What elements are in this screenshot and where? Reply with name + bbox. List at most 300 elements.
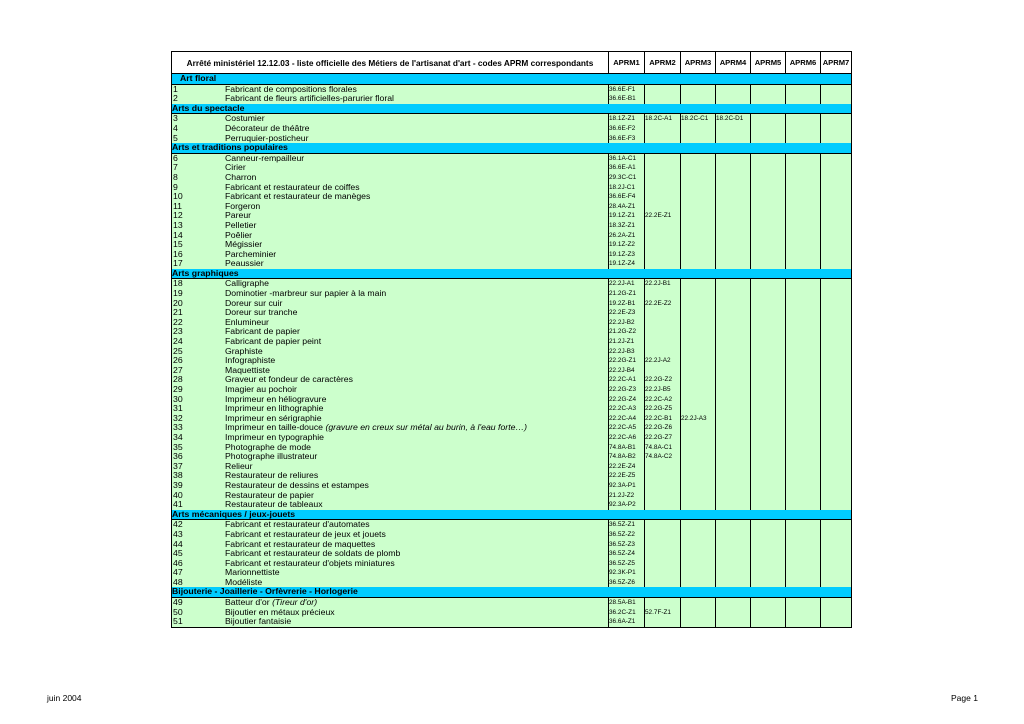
trade-name: Fabricant et restaurateur d'objets miniatures — [225, 558, 395, 568]
aprm-code-cell — [681, 395, 716, 405]
aprm-code-cell — [786, 153, 821, 163]
trade-name: Imprimeur en typographie — [225, 432, 324, 442]
aprm-code-cell — [821, 471, 852, 481]
aprm-code-cell — [681, 578, 716, 588]
trade-number: 41 — [173, 500, 183, 510]
aprm-code-cell — [681, 259, 716, 269]
aprm-code-cell — [786, 559, 821, 569]
aprm-code-cell — [751, 404, 786, 414]
trade-name: Pelletier — [225, 220, 257, 230]
trade-number: 51 — [173, 617, 183, 627]
aprm-code-cell — [821, 173, 852, 183]
aprm-code-cell — [751, 366, 786, 376]
aprm-code-cell — [751, 530, 786, 540]
trade-name: Imagier au pochoir — [225, 385, 297, 394]
aprm-code-cell — [786, 299, 821, 309]
trade-name: Bijoutier fantaisie — [225, 617, 292, 627]
aprm-code-cell — [716, 153, 751, 163]
table-row — [172, 124, 852, 134]
aprm-code-cell — [716, 211, 751, 221]
aprm-code-cell — [716, 327, 751, 337]
aprm-code-cell: 22.2C-A1 — [609, 375, 645, 385]
trade-name: Décorateur de théâtre — [225, 123, 310, 133]
aprm-code-cell — [821, 462, 852, 472]
aprm-code-cell — [751, 337, 786, 347]
aprm-code-cell — [716, 250, 751, 260]
trade-name: Parcheminier — [225, 249, 277, 259]
aprm-code-cell — [716, 462, 751, 472]
aprm-code-cell: 19.2Z-B1 — [609, 299, 645, 309]
aprm-code-cell — [751, 375, 786, 385]
table-row — [172, 385, 852, 395]
aprm-code-cell — [821, 549, 852, 559]
aprm-code-cell — [716, 259, 751, 269]
table-row — [172, 491, 852, 501]
trade-number: 12 — [173, 211, 183, 221]
trade-cell — [172, 221, 609, 231]
aprm-code-cell — [786, 549, 821, 559]
aprm-code-cell: 36.5Z-Z2 — [609, 530, 645, 540]
aprm-code-cell — [751, 173, 786, 183]
aprm-code-cell: 18.2J-C1 — [609, 183, 645, 193]
trade-cell — [172, 423, 609, 433]
footer-date: juin 2004 — [47, 693, 82, 703]
aprm-code-cell — [645, 327, 681, 337]
trade-cell — [172, 211, 609, 221]
aprm-code-cell — [786, 347, 821, 357]
trade-number: 28 — [173, 375, 183, 385]
column-header-aprm2: APRM2 — [645, 52, 681, 74]
aprm-code-cell: 74.8A-B2 — [609, 452, 645, 462]
trade-number: 3 — [173, 113, 178, 124]
trade-cell — [172, 183, 609, 193]
aprm-code-cell — [821, 608, 852, 618]
trade-cell — [172, 299, 609, 309]
trade-cell — [172, 337, 609, 347]
aprm-code-cell — [716, 308, 751, 318]
trade-name: Imprimeur en lithographie — [225, 404, 324, 414]
aprm-code-cell — [821, 375, 852, 385]
aprm-code-cell — [821, 231, 852, 241]
aprm-code-cell — [751, 192, 786, 202]
aprm-code-cell — [751, 433, 786, 443]
aprm-code-cell — [645, 231, 681, 241]
trade-name: Fabricant de fleurs artificielles-parurier floral — [225, 94, 394, 104]
aprm-code-cell: 22.2J-B5 — [645, 385, 681, 395]
aprm-code-cell — [645, 202, 681, 212]
trade-name: Fabricant et restaurateur de manèges — [225, 192, 371, 202]
aprm-code-cell — [681, 153, 716, 163]
aprm-code-cell — [821, 124, 852, 134]
aprm-code-cell — [821, 153, 852, 163]
aprm-code-cell — [786, 221, 821, 231]
aprm-code-cell — [681, 433, 716, 443]
aprm-code-cell — [716, 163, 751, 173]
aprm-code-cell — [716, 433, 751, 443]
trade-cell — [172, 500, 609, 510]
aprm-code-cell — [821, 559, 852, 569]
aprm-code-cell — [645, 221, 681, 231]
trade-number: 15 — [173, 240, 183, 250]
table-row — [172, 337, 852, 347]
aprm-code-cell: 36.2C-Z1 — [609, 608, 645, 618]
aprm-code-cell — [681, 608, 716, 618]
aprm-code-cell — [751, 471, 786, 481]
trade-name: Imprimeur en sérigraphie — [225, 413, 322, 423]
aprm-code-cell — [751, 183, 786, 193]
trade-name: Graphiste — [225, 346, 263, 356]
aprm-code-cell: 36.6E-A1 — [609, 163, 645, 173]
trade-number: 33 — [173, 423, 183, 433]
aprm-code-cell: 36.5Z-Z6 — [609, 578, 645, 588]
aprm-code-cell — [821, 433, 852, 443]
table-body — [172, 74, 852, 628]
table-row — [172, 608, 852, 618]
trade-cell — [172, 540, 609, 550]
trade-number: 13 — [173, 220, 183, 230]
category-label: Art floral — [172, 74, 852, 85]
aprm-code-cell — [821, 202, 852, 212]
aprm-code-cell — [751, 211, 786, 221]
table-row — [172, 471, 852, 481]
table-row — [172, 433, 852, 443]
trade-name: Imprimeur en héliogravure — [225, 394, 327, 404]
aprm-code-cell — [645, 163, 681, 173]
aprm-code-cell — [716, 375, 751, 385]
aprm-code-cell — [751, 202, 786, 212]
aprm-code-cell — [786, 327, 821, 337]
aprm-code-cell — [681, 356, 716, 366]
aprm-code-cell — [751, 308, 786, 318]
aprm-code-cell — [751, 153, 786, 163]
aprm-code-cell — [786, 211, 821, 221]
aprm-code-cell: 36.1A-C1 — [609, 153, 645, 163]
category-row — [172, 74, 852, 85]
trade-number: 32 — [173, 413, 183, 423]
table-row — [172, 481, 852, 491]
aprm-code-cell — [821, 114, 852, 124]
aprm-code-cell — [751, 299, 786, 309]
trade-name: Relieur — [225, 461, 253, 471]
aprm-code-cell — [751, 578, 786, 588]
trade-cell — [172, 375, 609, 385]
aprm-code-cell: 22.2J-A1 — [609, 279, 645, 289]
trade-name: Fabricant et restaurateur de soldats de plomb — [225, 549, 401, 559]
table-row — [172, 578, 852, 588]
trade-name: Fabricant de papier — [225, 327, 300, 337]
aprm-code-cell — [786, 578, 821, 588]
trade-cell — [172, 366, 609, 376]
trade-name: Mégissier — [225, 240, 263, 250]
trade-name: Pareur — [225, 211, 252, 221]
category-label: Arts et traditions populaires — [172, 143, 852, 153]
aprm-code-cell — [645, 84, 681, 94]
aprm-code-cell — [681, 94, 716, 104]
table-row — [172, 134, 852, 144]
aprm-code-cell — [786, 308, 821, 318]
table-row — [172, 366, 852, 376]
table-row — [172, 598, 852, 608]
aprm-code-cell: 22.2J-A3 — [681, 414, 716, 424]
aprm-code-cell — [681, 250, 716, 260]
aprm-code-cell — [645, 559, 681, 569]
trade-cell — [172, 114, 609, 124]
aprm-code-cell — [751, 289, 786, 299]
aprm-code-cell — [681, 337, 716, 347]
aprm-code-cell — [681, 462, 716, 472]
aprm-code-cell: 22.2C-A2 — [645, 395, 681, 405]
aprm-code-cell — [716, 491, 751, 501]
aprm-code-cell — [716, 471, 751, 481]
aprm-code-cell — [821, 540, 852, 550]
aprm-code-cell — [821, 308, 852, 318]
aprm-code-cell — [751, 559, 786, 569]
aprm-code-cell — [751, 520, 786, 530]
aprm-code-cell: 29.3C-C1 — [609, 173, 645, 183]
aprm-code-cell: 22.2G-Z7 — [645, 433, 681, 443]
aprm-code-cell — [786, 318, 821, 328]
aprm-code-cell — [645, 578, 681, 588]
trade-cell — [172, 404, 609, 414]
aprm-code-cell — [645, 259, 681, 269]
aprm-code-cell — [645, 153, 681, 163]
aprm-code-cell — [786, 568, 821, 578]
aprm-code-cell — [821, 211, 852, 221]
trade-number: 1 — [173, 84, 178, 94]
trade-number: 44 — [173, 539, 183, 549]
aprm-code-cell — [716, 608, 751, 618]
aprm-code-cell — [821, 259, 852, 269]
trade-name: Bijoutier en métaux précieux — [225, 607, 335, 617]
aprm-code-cell — [786, 114, 821, 124]
aprm-code-cell — [681, 491, 716, 501]
table-row — [172, 299, 852, 309]
aprm-code-cell — [681, 568, 716, 578]
aprm-code-cell — [716, 559, 751, 569]
trade-cell — [172, 94, 609, 104]
aprm-code-cell — [821, 404, 852, 414]
trade-name: Peaussier — [225, 259, 264, 269]
aprm-code-cell — [821, 395, 852, 405]
table-row — [172, 356, 852, 366]
trade-number: 30 — [173, 394, 183, 404]
aprm-code-cell — [681, 240, 716, 250]
trade-number: 36 — [173, 452, 183, 462]
table-row — [172, 530, 852, 540]
trade-cell — [172, 289, 609, 299]
column-header-aprm7: APRM7 — [821, 52, 852, 74]
aprm-code-cell: 92.3K-P1 — [609, 568, 645, 578]
aprm-code-cell — [645, 308, 681, 318]
trade-number: 45 — [173, 549, 183, 559]
trade-number: 4 — [173, 123, 178, 133]
aprm-code-cell — [681, 163, 716, 173]
aprm-code-cell — [681, 124, 716, 134]
trade-number: 47 — [173, 568, 183, 578]
trade-cell — [172, 240, 609, 250]
aprm-code-cell — [751, 124, 786, 134]
table-row — [172, 443, 852, 453]
aprm-code-cell — [716, 299, 751, 309]
aprm-code-cell — [751, 250, 786, 260]
category-label: Arts du spectacle — [172, 104, 852, 114]
aprm-code-cell — [645, 462, 681, 472]
table-row — [172, 308, 852, 318]
trade-cell — [172, 471, 609, 481]
aprm-code-cell — [821, 530, 852, 540]
category-row — [172, 104, 852, 114]
table-row — [172, 520, 852, 530]
trade-name: Imprimeur en taille-douce — [225, 423, 324, 433]
aprm-code-cell — [681, 84, 716, 94]
aprm-code-cell — [821, 84, 852, 94]
trade-name: Dominotier -marbreur sur papier à la main — [225, 289, 387, 299]
trade-name: Costumier — [225, 113, 265, 124]
aprm-code-cell — [716, 202, 751, 212]
trade-cell — [172, 279, 609, 289]
aprm-code-cell — [645, 240, 681, 250]
aprm-code-cell — [821, 491, 852, 501]
trade-name: Fabricant et restaurateur d'automates — [225, 519, 370, 530]
trade-number: 19 — [173, 289, 183, 299]
aprm-code-cell: 22.2C-A6 — [609, 433, 645, 443]
aprm-code-cell: 22.2G-Z6 — [645, 423, 681, 433]
trade-name: Fabricant de papier peint — [225, 337, 322, 347]
category-row — [172, 587, 852, 597]
trade-number: 24 — [173, 337, 183, 347]
aprm-code-cell — [716, 279, 751, 289]
aprm-code-cell — [821, 250, 852, 260]
trade-number: 17 — [173, 259, 183, 269]
trade-cell — [172, 598, 609, 608]
trade-cell — [172, 568, 609, 578]
aprm-code-cell — [716, 395, 751, 405]
trade-number: 20 — [173, 298, 183, 308]
table-row — [172, 375, 852, 385]
aprm-code-cell — [751, 568, 786, 578]
aprm-code-cell — [716, 414, 751, 424]
trade-name: Canneur-rempailleur — [225, 153, 305, 163]
table-row — [172, 549, 852, 559]
aprm-code-cell — [821, 279, 852, 289]
aprm-code-cell — [786, 500, 821, 510]
trade-name: Fabricant et restaurateur de coiffes — [225, 182, 360, 192]
aprm-code-cell — [716, 617, 751, 627]
column-header-aprm6: APRM6 — [786, 52, 821, 74]
aprm-code-cell — [681, 520, 716, 530]
trade-name: Photographe de mode — [225, 442, 311, 452]
aprm-code-cell — [716, 443, 751, 453]
trade-cell — [172, 481, 609, 491]
aprm-code-cell — [821, 134, 852, 144]
trade-number: 23 — [173, 327, 183, 337]
table-row — [172, 347, 852, 357]
aprm-code-cell: 22.2E-Z5 — [609, 471, 645, 481]
aprm-code-cell — [786, 279, 821, 289]
trade-name: Marionnettiste — [225, 568, 280, 578]
aprm-code-cell — [681, 540, 716, 550]
aprm-code-cell — [681, 530, 716, 540]
aprm-code-cell — [716, 530, 751, 540]
aprm-code-cell — [786, 433, 821, 443]
aprm-code-cell — [786, 598, 821, 608]
aprm-code-cell — [786, 356, 821, 366]
column-header-aprm3: APRM3 — [681, 52, 716, 74]
aprm-code-cell — [716, 578, 751, 588]
aprm-code-cell — [716, 598, 751, 608]
aprm-code-cell — [821, 318, 852, 328]
aprm-code-cell — [821, 568, 852, 578]
column-header-aprm4: APRM4 — [716, 52, 751, 74]
aprm-code-cell — [786, 173, 821, 183]
aprm-code-cell: 22.2C-A3 — [609, 404, 645, 414]
trade-cell — [172, 153, 609, 163]
aprm-code-cell — [821, 452, 852, 462]
aprm-code-cell — [821, 414, 852, 424]
trade-cell — [172, 163, 609, 173]
trade-name: Graveur et fondeur de caractères — [225, 375, 353, 385]
aprm-code-cell: 26.2A-Z1 — [609, 231, 645, 241]
aprm-code-cell — [751, 452, 786, 462]
aprm-code-cell: 92.3A-P2 — [609, 500, 645, 510]
aprm-code-cell — [786, 192, 821, 202]
trade-number: 43 — [173, 529, 183, 539]
aprm-code-cell — [681, 202, 716, 212]
footer-page-number: Page 1 — [951, 693, 978, 703]
trade-number: 31 — [173, 404, 183, 414]
aprm-code-cell — [681, 221, 716, 231]
aprm-code-cell — [751, 279, 786, 289]
table-row — [172, 423, 852, 433]
table-row — [172, 559, 852, 569]
aprm-code-cell — [751, 385, 786, 395]
table-row — [172, 617, 852, 627]
trade-number: 8 — [173, 172, 178, 182]
aprm-code-cell — [681, 375, 716, 385]
trade-name: Restaurateur de reliures — [225, 471, 319, 481]
trade-name: Fabricant et restaurateur de jeux et jouets — [225, 529, 386, 539]
aprm-code-cell — [681, 452, 716, 462]
trade-cell — [172, 134, 609, 144]
aprm-code-cell — [751, 540, 786, 550]
aprm-code-cell — [645, 520, 681, 530]
aprm-code-cell — [645, 94, 681, 104]
aprm-code-cell — [786, 250, 821, 260]
trade-cell — [172, 84, 609, 94]
aprm-code-cell: 36.5Z-Z5 — [609, 559, 645, 569]
trade-cell — [172, 124, 609, 134]
trade-name: Forgeron — [225, 201, 261, 211]
table-row — [172, 231, 852, 241]
trade-cell — [172, 452, 609, 462]
aprm-code-cell: 22.2G-Z5 — [645, 404, 681, 414]
aprm-code-cell — [751, 221, 786, 231]
trade-name: Restaurateur de tableaux — [225, 500, 323, 510]
aprm-code-cell — [751, 500, 786, 510]
aprm-code-cell — [751, 356, 786, 366]
trade-number: 35 — [173, 442, 183, 452]
aprm-code-cell — [681, 183, 716, 193]
aprm-code-cell: 21.2J-Z2 — [609, 491, 645, 501]
table-row — [172, 114, 852, 124]
aprm-code-cell — [716, 221, 751, 231]
aprm-code-cell — [681, 289, 716, 299]
aprm-code-cell — [681, 617, 716, 627]
trade-cell — [172, 395, 609, 405]
table-row — [172, 84, 852, 94]
aprm-code-cell — [821, 598, 852, 608]
table-row — [172, 540, 852, 550]
